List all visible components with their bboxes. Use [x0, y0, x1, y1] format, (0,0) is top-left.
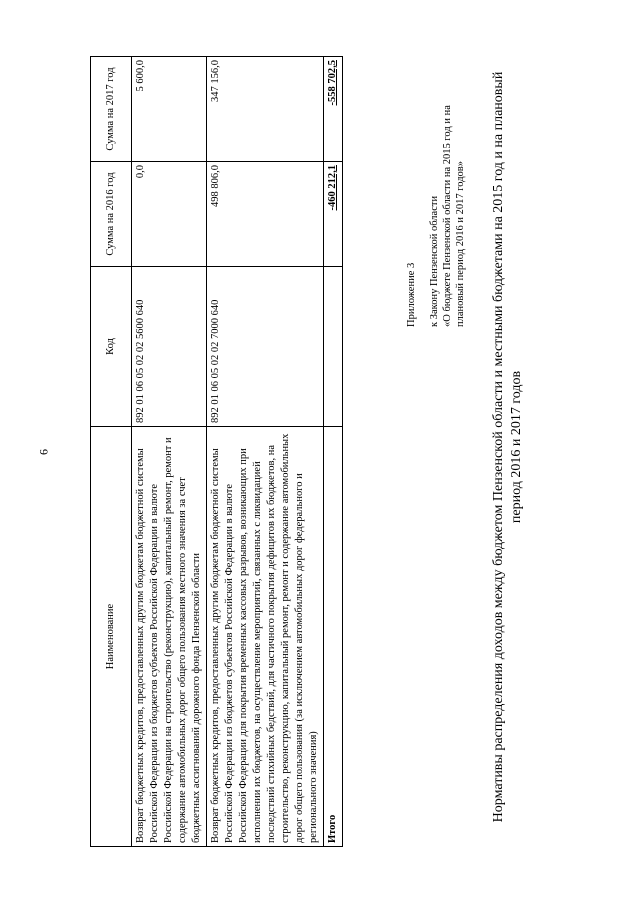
total-code-empty	[324, 267, 343, 427]
appendix-title: Приложение 3	[406, 262, 417, 327]
header-sum-2016: Сумма на 2016 год	[91, 162, 132, 267]
header-name: Наименование	[91, 427, 132, 847]
total-sum-2016: -460 212,1	[324, 162, 343, 267]
rotated-page-content	[90, 57, 550, 847]
row-sum-2016: 498 806,0	[207, 162, 324, 267]
row-code: 892 01 06 05 02 02 7000 640	[207, 267, 324, 427]
sources-table	[90, 56, 343, 847]
table-row	[132, 57, 207, 847]
total-label: Итого	[324, 427, 343, 847]
row-sum-2017: 347 156,0	[207, 57, 324, 162]
appendix-law-ref: к Закону Пензенской области	[429, 195, 440, 327]
total-row	[324, 57, 343, 847]
row-sum-2017: 5 600,0	[132, 57, 207, 162]
header-sum-2017: Сумма на 2017 год	[91, 57, 132, 162]
appendix-note	[405, 62, 467, 327]
row-sum-2016: 0,0	[132, 162, 207, 267]
normatives-title: Нормативы распределения доходов между бюджетом Пензенской области и местными бюджетами на 2015 год и на плановый период 2016 и 2017 годов	[491, 71, 524, 823]
appendix-law-name: «О бюджете Пензенской области на 2015 год и на плановый период 2016 и 2017 годов»	[442, 105, 466, 327]
row-name: Возврат бюджетных кредитов, предоставленных другим бюджетам бюджетной системы Российской Федерации из бюджетов субъектов Российской Федерации в валюте Российской Федерации на строительство (реконструкцию), капитальный ремонт, ремонт и содержание автомобильных дорог общего пользования местного значения за счет бюджетных ассигнований дорожного фонда Пензенской области	[132, 427, 207, 847]
row-name: Возврат бюджетных кредитов, предоставленных другим бюджетам бюджетной системы Российской Федерации из бюджетов субъектов Российской Федерации в валюте Российской Федерации для покрытия временных кассовых разрывов, возникающих при исполнении их бюджетов, на осуществление мероприятий, связанных с ликвидацией последствий стихийных бедствий, для частичного покрытия дефицитов их бюджетов, на строительство, реконструкцию, капитальный ремонт, ремонт и содержание автомобильных дорог общего пользования (за исключением автомобильных дорог федерального и регионального значения)	[207, 427, 324, 847]
table-row	[207, 57, 324, 847]
header-code: Код	[91, 267, 132, 427]
table-header-row	[91, 57, 132, 847]
row-code: 892 01 06 05 02 02 5600 640	[132, 267, 207, 427]
total-sum-2017: -558 702,5	[324, 57, 343, 162]
page-number: 6	[36, 449, 51, 455]
